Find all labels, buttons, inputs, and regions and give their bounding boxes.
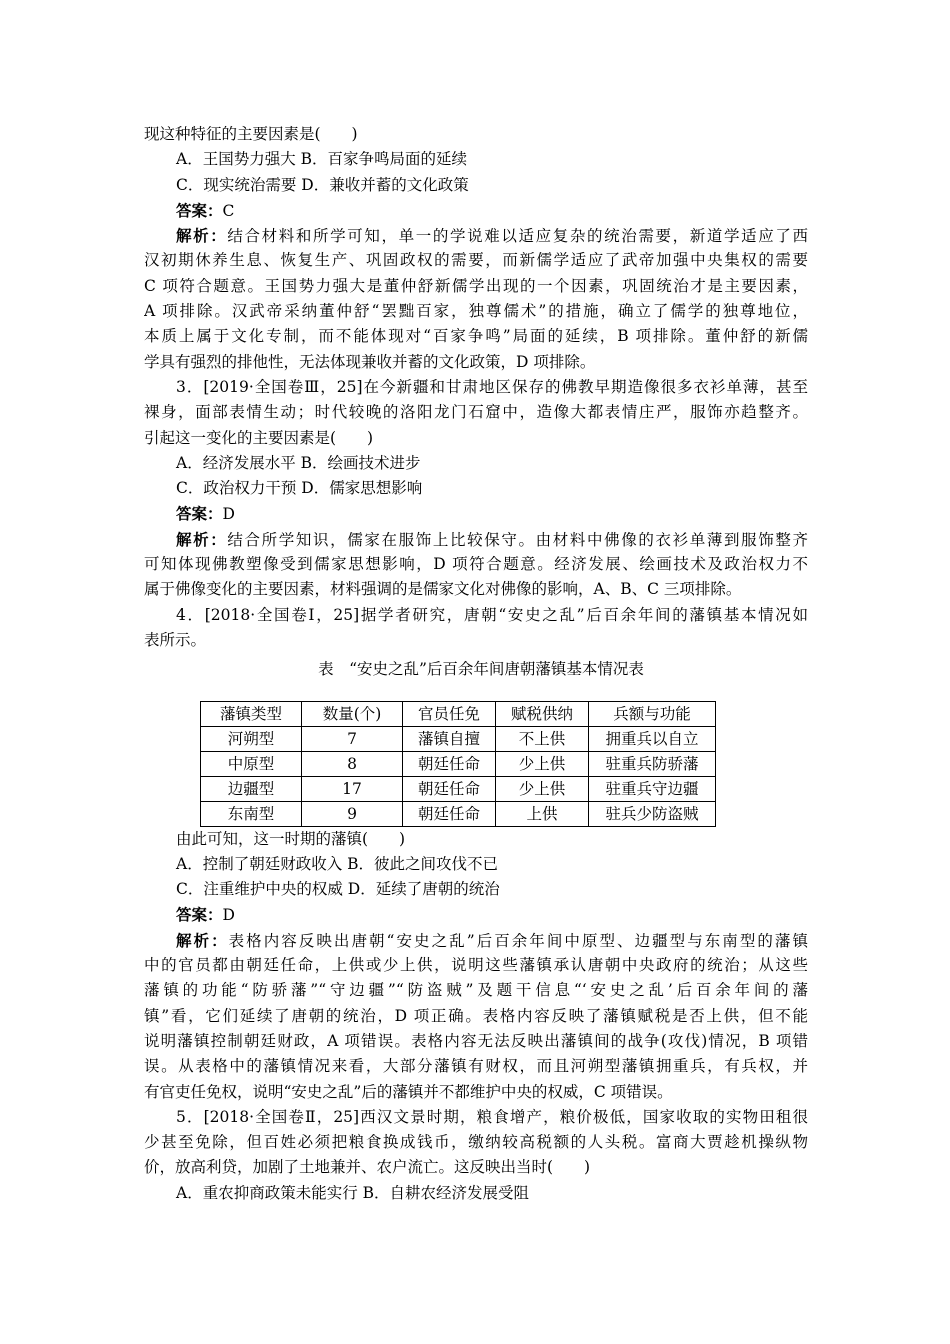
q4-options-cd: C．注重维护中央的权威 D．延续了唐朝的统治 — [176, 880, 500, 899]
q2-analysis-line: A 项排除。汉武帝采纳董仲舒“罢黜百家，独尊儒术”的措施，确立了儒学的独尊地位， — [144, 302, 808, 321]
q4-analysis-line: 误。从表格中的藩镇情况来看，大部分藩镇有财权，而且河朔型藩镇拥重兵，有兵权，并 — [144, 1057, 808, 1076]
q2-options-cd: C．现实统治需要 D．兼收并蓄的文化政策 — [176, 175, 469, 194]
table-cell: 朝廷任命 — [403, 801, 496, 826]
table-cell: 驻重兵守边疆 — [589, 776, 716, 801]
q3-analysis-line: 可知体现佛教塑像受到儒家思想影响，D 项符合题意。经济发展、绘画技术及政治权力不 — [144, 555, 808, 574]
table-cell: 朝廷任命 — [403, 776, 496, 801]
q5-stem-line: 价，放高利贷，加剧了土地兼并、农户流亡。这反映出当时( ) — [144, 1158, 591, 1177]
q2-analysis-line: 本质上属于文化专制，而不能体现对“百家争鸣”局面的延续，B 项排除。董仲舒的新儒 — [144, 327, 808, 346]
table-header: 官员任免 — [403, 701, 496, 726]
q3-analysis-line: 属于佛像变化的主要因素，材料强调的是儒家文化对佛像的影响，A、B、C 三项排除。 — [144, 580, 742, 599]
q3-options-cd: C．政治权力干预 D．儒家思想影响 — [176, 479, 423, 498]
q3-stem-line: 裸身，面部表情生动；时代较晚的洛阳龙门石窟中，造像大都表情庄严，服饰亦趋整齐。 — [144, 403, 808, 422]
table-cell: 中原型 — [201, 751, 302, 776]
q2-options-ab: A．王国势力强大 B．百家争鸣局面的延续 — [176, 150, 468, 169]
table-cell: 朝廷任命 — [403, 751, 496, 776]
q5-stem-line: 少甚至免除，但百姓必须把粮食换成钱币，缴纳较高税额的人头税。富商大贾趁机操纵物 — [144, 1133, 808, 1152]
table-cell: 拥重兵以自立 — [589, 726, 716, 751]
answer-value: C — [222, 201, 235, 220]
q4-options-ab: A．控制了朝廷财政收入 B．彼此之间攻伐不已 — [176, 854, 499, 873]
q4-analysis-line: 中的官员都由朝廷任命，上供或少上供，说明这些藩镇承认唐朝中央政府的统治；从这些 — [144, 956, 808, 975]
q5-options-ab: A．重农抑商政策未能实行 B．自耕农经济发展受阻 — [176, 1183, 530, 1202]
q2-analysis-line: 解析：结合材料和所学可知，单一的学说难以适应复杂的统治需要，新道学适应了西 — [176, 226, 808, 246]
answer-label: 答案： — [176, 504, 223, 524]
table-header: 藩镇类型 — [201, 701, 302, 726]
table-cell: 边疆型 — [201, 776, 302, 801]
table-cell: 7 — [302, 726, 403, 751]
table-cell: 少上供 — [496, 776, 589, 801]
table-caption: 表 “安史之乱”后百余年间唐朝藩镇基本情况表 — [318, 660, 644, 679]
q4-analysis-line: 说明藩镇控制朝廷财政，A 项错误。表格内容无法反映出藩镇间的战争(攻伐)情况，B 项错 — [144, 1031, 808, 1050]
q2-analysis-line: 汉初期休养生息、恢复生产、巩固政权的需要，而新儒学适应了武帝加强中央集权的需要 — [144, 251, 808, 270]
q4-analysis-line: 有官吏任免权，说明“安史之乱”后的藩镇并不都维护中央的权威，C 项错误。 — [144, 1082, 673, 1101]
q4-stem-line: 4．[2018·全国卷Ⅰ，25]据学者研究，唐朝“安史之乱”后百余年间的藩镇基本情况如 — [176, 605, 808, 624]
analysis-label: 解析： — [176, 529, 228, 549]
q3-stem-line: 3．[2019·全国卷Ⅲ，25]在今新疆和甘肃地区保存的佛教早期造像很多衣衫单薄，甚至 — [176, 377, 808, 396]
table-row — [201, 776, 716, 801]
table-cell: 少上供 — [496, 751, 589, 776]
analysis-label: 解析： — [176, 930, 229, 950]
table-cell: 上供 — [496, 801, 589, 826]
table-cell: 9 — [302, 801, 403, 826]
q3-options-ab: A．经济发展水平 B．绘画技术进步 — [176, 453, 421, 472]
answer-value: D — [222, 505, 235, 524]
table-header: 赋税供纳 — [496, 701, 589, 726]
table-cell: 驻兵少防盗贼 — [589, 801, 716, 826]
q4-analysis-line: 镇”看，它们延续了唐朝的统治，D 项正确。表格内容反映了藩镇赋税是否上供，但不能 — [144, 1006, 808, 1025]
q2-answer — [144, 198, 808, 223]
table-row — [201, 726, 716, 751]
q2-analysis-line: C 项符合题意。王国势力强大是董仲舒新儒学出现的一个因素，巩固统治才是主要因素， — [144, 276, 808, 295]
analysis-label: 解析： — [176, 226, 228, 246]
q4-answer — [144, 902, 808, 927]
q4-stem-line: 表所示。 — [144, 630, 207, 649]
q2-analysis-line: 学具有强烈的排他性，无法体现兼收并蓄的文化政策，D 项排除。 — [144, 352, 596, 371]
table-row — [201, 801, 716, 826]
table-row — [201, 751, 716, 776]
table-cell: 东南型 — [201, 801, 302, 826]
answer-label: 答案： — [176, 200, 223, 220]
q4-analysis-line: 解析：表格内容反映出唐朝“安史之乱”后百余年间中原型、边疆型与东南型的藩镇 — [176, 930, 808, 950]
q4-analysis-line: 藩镇的功能“防骄藩”“守边疆”“防盗贼”及题干信息“‘安史之乱’后百余年间的藩 — [144, 981, 808, 1000]
q3-analysis-line: 解析：结合所学知识，儒家在服饰上比较保守。由材料中佛像的衣衫单薄到服饰整齐 — [176, 529, 808, 549]
table-cell: 17 — [302, 776, 403, 801]
answer-value: D — [222, 906, 235, 925]
table-cell: 8 — [302, 751, 403, 776]
table-cell: 河朔型 — [201, 726, 302, 751]
q3-stem-line: 引起这一变化的主要因素是( ) — [144, 428, 374, 447]
q3-answer — [144, 501, 808, 526]
document-page — [144, 122, 808, 1206]
fanzhen-table — [200, 701, 716, 827]
answer-label: 答案： — [176, 905, 223, 925]
q2-stem-tail: 现这种特征的主要因素是( ) — [144, 125, 358, 143]
table-cell: 藩镇自擅 — [403, 726, 496, 751]
table-header: 兵额与功能 — [589, 701, 716, 726]
table-cell: 驻重兵防骄藩 — [589, 751, 716, 776]
table-cell: 不上供 — [496, 726, 589, 751]
q5-stem-line: 5．[2018·全国卷Ⅱ，25]西汉文景时期，粮食增产，粮价极低，国家收取的实物田租很 — [176, 1107, 808, 1126]
table-header-row — [201, 701, 716, 726]
table-header: 数量(个) — [302, 701, 403, 726]
q4-question: 由此可知，这一时期的藩镇( ) — [176, 829, 406, 848]
